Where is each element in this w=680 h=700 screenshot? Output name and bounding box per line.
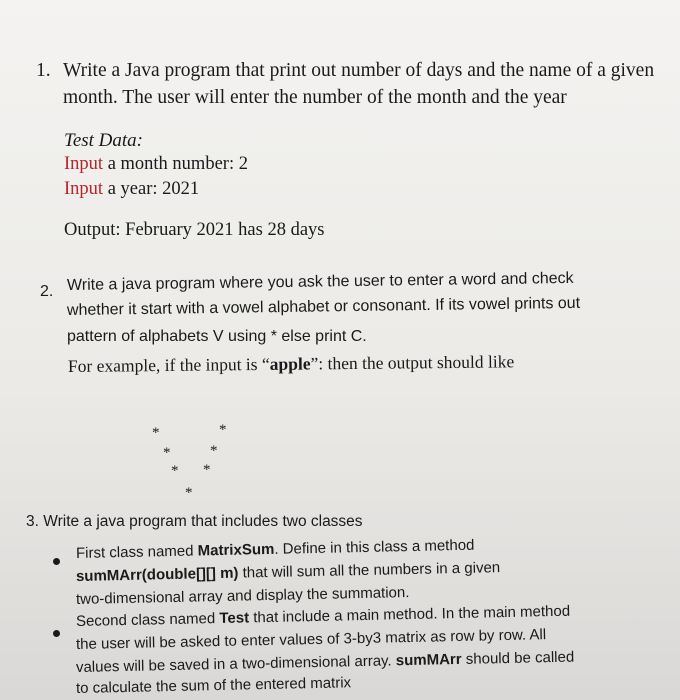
pattern-star: * (185, 485, 193, 501)
bullet-icon (53, 630, 60, 637)
q1-text-line2: month. The user will enter the number of the month and the year (63, 87, 567, 108)
q3-bullet2-line2: the user will be asked to enter values of 3-by3 matrix as row by row. All (75, 626, 547, 653)
q2-example-pre: For example, if the input is “ (67, 353, 270, 376)
q2-example-post: ”: then the output should like (310, 351, 515, 374)
input-word: Input (64, 179, 104, 199)
q3-b1-l2-post: that will sum all the numbers in a given (238, 559, 501, 582)
q2-text-line2: whether it start with a vowel alphabet or consonant. If its vowel prints out (66, 294, 581, 319)
pattern-star: * (152, 425, 160, 441)
q1-number: 1. (36, 60, 51, 81)
input-year-text: a year: 2021 (103, 179, 200, 199)
q3-b2-l1-post: that include a main method. In the main method (248, 602, 571, 627)
q2-text-line1: Write a java program where you ask the user to enter a word and check (66, 269, 574, 294)
q3-bullet1-line1 (76, 537, 475, 562)
q3-bullet1-line2 (76, 559, 501, 585)
q1-test-data-label: Test Data: (64, 130, 144, 151)
q2-example-word: apple (269, 353, 311, 374)
q3-class-name-matrixsum: MatrixSum (197, 540, 275, 560)
q2-number: 2. (40, 283, 54, 300)
pattern-star: * (203, 462, 211, 478)
q3-b1-l1-pre: First class named (75, 542, 198, 562)
q3-method-signature: sumMArr(double[][] m) (75, 564, 239, 585)
q1-output: Output: February 2021 has 28 days (64, 220, 325, 240)
q3-bullet2-line1 (76, 603, 570, 630)
q3-method-name: sumMArr (395, 650, 462, 670)
q1-input-month (64, 154, 248, 175)
q2-text-line3: pattern of alphabets V using * else print C. (67, 328, 367, 345)
q3-title: 3. Write a java program that includes two classes (26, 513, 363, 530)
q3-b1-l1-post: . Define in this class a method (274, 536, 475, 558)
q1-text-line1: Write a Java program that print out number of days and the name of a given (63, 60, 655, 81)
q3-b2-l3-pre: values will be saved in a two-dimensional array. (75, 652, 396, 676)
q2-example (68, 351, 514, 377)
q3-b2-l1-pre: Second class named (75, 609, 220, 630)
bullet-icon (53, 558, 60, 565)
q3-b2-l3-post: should be called (461, 648, 575, 668)
pattern-star: * (171, 463, 179, 479)
pattern-star: * (163, 445, 171, 461)
q3-bullet1-line3: two-dimensional array and display the summation. (75, 584, 410, 608)
input-month-text: a month number: 2 (103, 154, 248, 174)
q3-bullet2-line3 (76, 649, 575, 676)
pattern-star: * (219, 422, 227, 438)
q3-bullet2-line4: to calculate the sum of the entered matrix (75, 674, 352, 697)
input-word: Input (64, 154, 104, 174)
q1-input-year (64, 179, 199, 200)
pattern-star: * (210, 443, 218, 459)
q3-class-name-test: Test (219, 609, 250, 627)
